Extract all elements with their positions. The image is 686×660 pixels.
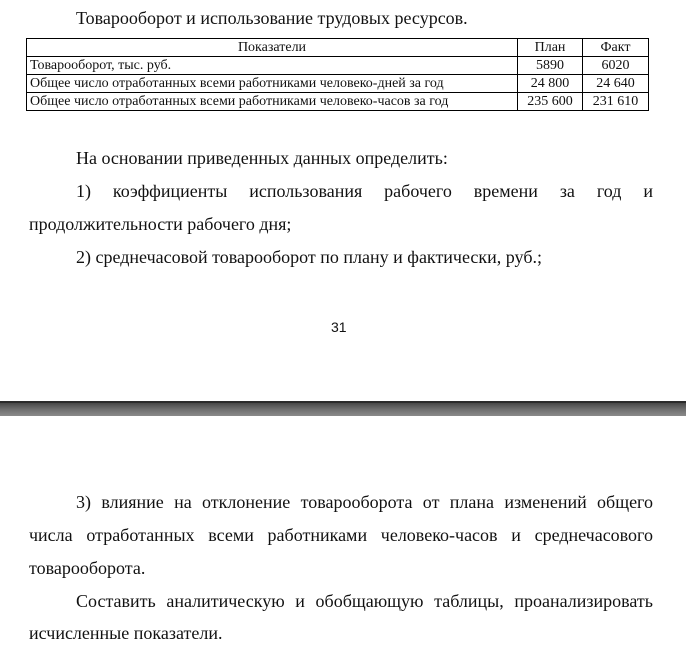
row-name: Общее число отработанных всеми работниками человеко-дней за год	[27, 75, 518, 93]
page-separator	[0, 401, 686, 416]
row-fact: 24 640	[583, 75, 649, 93]
table-header-row	[27, 39, 649, 57]
item1-line1: 1) коэффициенты использования рабочего времени за год и	[76, 181, 653, 201]
table-caption: Товарооборот и использование трудовых ресурсов.	[76, 8, 468, 28]
page-number: 31	[331, 319, 347, 335]
header-indicators: Показатели	[27, 39, 518, 57]
table-row	[27, 93, 649, 111]
row-plan: 235 600	[518, 93, 583, 111]
intro-text: На основании приведенных данных определить:	[76, 148, 448, 168]
row-plan: 5890	[518, 57, 583, 75]
header-plan: План	[518, 39, 583, 57]
item3-line2: числа отработанных всеми работниками человеко-часов и среднечасового	[29, 525, 653, 545]
row-fact: 6020	[583, 57, 649, 75]
item2-text: 2) среднечасовой товарооборот по плану и фактически, руб.;	[76, 247, 542, 267]
indicators-table	[26, 38, 649, 111]
table-row	[27, 57, 649, 75]
row-fact: 231 610	[583, 93, 649, 111]
task-line2: исчисленные показатели.	[29, 623, 223, 643]
item3-line3: товарооборота.	[29, 558, 146, 578]
row-plan: 24 800	[518, 75, 583, 93]
item1-line2: продолжительности рабочего дня;	[29, 214, 292, 234]
header-fact: Факт	[583, 39, 649, 57]
task-line1: Составить аналитическую и обобщающую таблицы, проанализировать	[76, 591, 653, 611]
row-name: Общее число отработанных всеми работниками человеко-часов за год	[27, 93, 518, 111]
row-name: Товарооборот, тыс. руб.	[27, 57, 518, 75]
table-row	[27, 75, 649, 93]
item3-line1: 3) влияние на отклонение товарооборота от плана изменений общего	[76, 492, 653, 512]
